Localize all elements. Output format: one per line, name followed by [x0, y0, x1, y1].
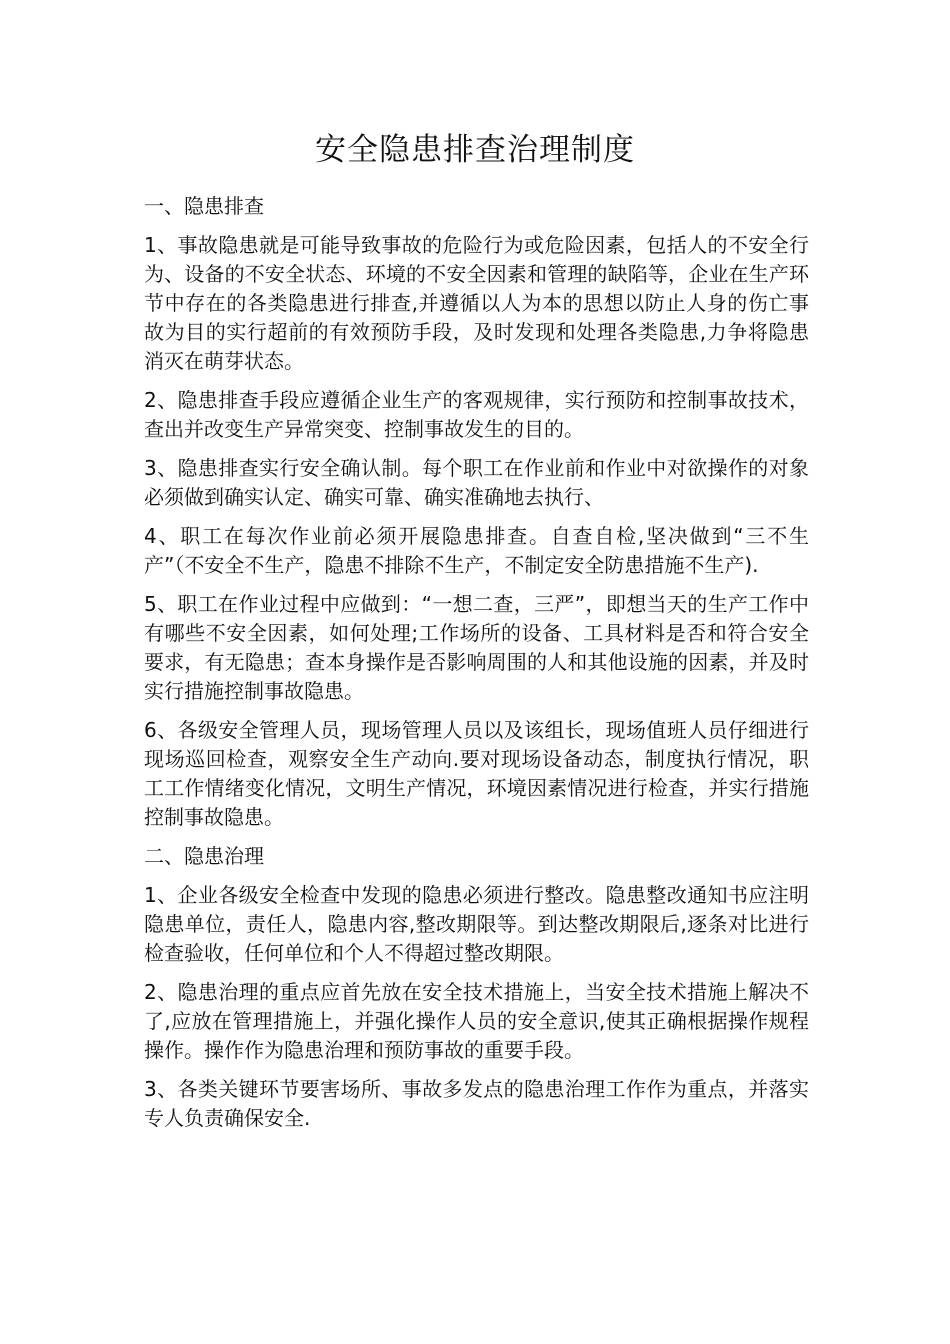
paragraph: 4、职工在每次作业前必须开展隐患排查。自查自检,坚决做到“三不生产”（不安全不生产，隐患不排除不生产，不制定安全防患措施不生产). [144, 524, 809, 577]
paragraph: 3、隐患排查实行安全确认制。每个职工在作业前和作业中对欲操作的对象必须做到确实认定、确实可靠、确实准确地去执行、 [144, 456, 809, 509]
section-heading-hazard-investigation: 一、隐患排查 [144, 194, 264, 218]
paragraph: 3、各类关键环节要害场所、事故多发点的隐患治理工作作为重点，并落实专人负责确保安全. [144, 1077, 809, 1130]
paragraph: 5、职工在作业过程中应做到：“一想二查，三严”，即想当天的生产工作中有哪些不安全因素，如何处理;工作场所的设备、工具材料是否和符合安全要求，有无隐患；查本身操作是否影响周围的人和其他设施的因素，并及时实行措施控制事故隐患。 [144, 592, 809, 703]
document-body [144, 192, 809, 1143]
paragraph: 1、事故隐患就是可能导致事故的危险行为或危险因素，包括人的不安全行为、设备的不安全状态、环境的不安全因素和管理的缺陷等，企业在生产环节中存在的各类隐患进行排查,并遵循以人为本的思想以防止人身的伤亡事故为目的实行超前的有效预防手段，及时发现和处理各类隐患,力争将隐患消灭在萌芽状态。 [144, 233, 809, 373]
paragraph: 2、隐患治理的重点应首先放在安全技术措施上，当安全技术措施上解决不了,应放在管理措施上，并强化操作人员的安全意识,使其正确根据操作规程操作。操作作为隐患治理和预防事故的重要手段。 [144, 980, 809, 1062]
paragraph: 6、各级安全管理人员，现场管理人员以及该组长，现场值班人员仔细进行现场巡回检查，观察安全生产动向.要对现场设备动态，制度执行情况，职工工作情绪变化情况，文明生产情况，环境因素情况进行检查，并实行措施控制事故隐患。 [144, 718, 809, 829]
paragraph: 1、企业各级安全检查中发现的隐患必须进行整改。隐患整改通知书应注明隐患单位，责任人，隐患内容,整改期限等。到达整改期限后,逐条对比进行检查验收，任何单位和个人不得超过整改期限。 [144, 883, 809, 965]
section-heading-hazard-governance: 二、隐患治理 [144, 844, 264, 868]
document-title: 安全隐患排查治理制度 [315, 132, 635, 168]
paragraph: 2、隐患排查手段应遵循企业生产的客观规律，实行预防和控制事故技术，查出并改变生产异常突变、控制事故发生的目的。 [144, 388, 809, 441]
